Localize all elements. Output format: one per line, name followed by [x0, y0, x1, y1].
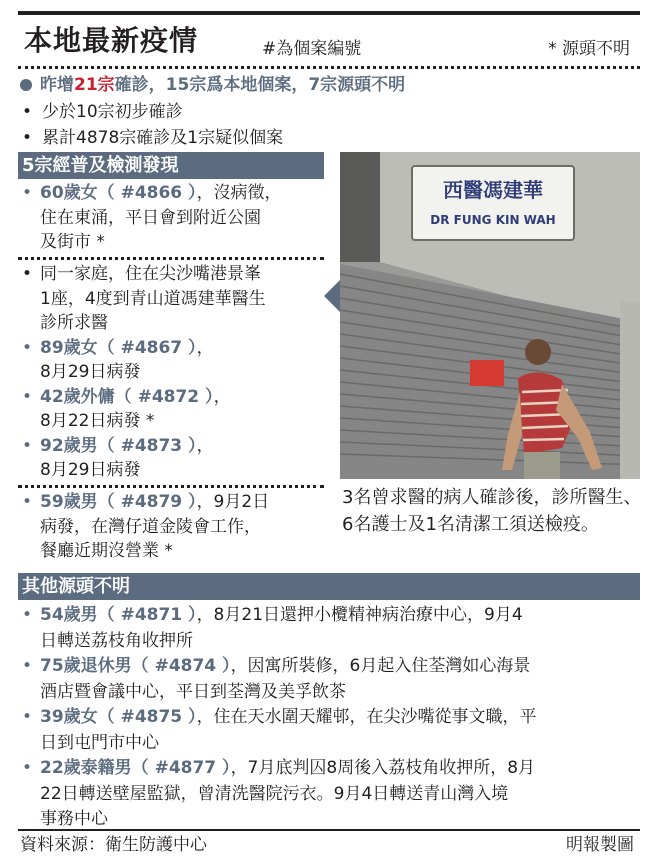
case-text: ，	[196, 337, 214, 358]
photo-pointer-icon	[324, 280, 340, 312]
case-text: 22日轉送壁屋監獄，曾清洗醫院污衣。9月4日轉送青山灣入境	[40, 783, 509, 804]
photo-caption: 3名曾求醫的病人確診後，診所醫生、6名護士及1名清潔工須送檢疫。	[342, 487, 642, 535]
header-divider	[18, 66, 640, 69]
section-header-screening: 5宗經普及檢測發現	[18, 152, 324, 179]
case-label: 22歲泰籍男（ #4877 ）	[40, 758, 231, 778]
page-title: 本地最新疫情	[24, 24, 199, 57]
clinic-photo	[340, 152, 640, 479]
case-onset: 8月29日病發	[40, 460, 141, 480]
case-4874	[18, 654, 640, 680]
unknown-source-list	[18, 603, 640, 833]
bullet-dot-icon	[20, 79, 32, 91]
case-label: 92歲男（ #4873 ）	[40, 435, 197, 456]
case-text: 住在東涌，平日會到附近公園	[40, 207, 261, 228]
case-4875	[18, 705, 640, 731]
case-label: 39歲女（ #4875 ）	[40, 707, 197, 727]
legend-star: * 源頭不明	[548, 39, 630, 59]
sign-chinese: 西醫馮建華	[443, 178, 543, 202]
case-text: 及街市 *	[40, 232, 105, 252]
case-label: 42歲外傭（ #4872 ）	[40, 386, 214, 407]
clinic-photo-illustration	[340, 152, 640, 479]
case-4866	[18, 181, 328, 255]
summary-pre: 昨增	[40, 75, 74, 95]
case-text: 酒店暨會議中心，平日到荃灣及美孚飲茶	[40, 681, 346, 702]
case-text: 病發，在灣仔道金陵會工作，	[40, 516, 261, 537]
summary-bullet-preliminary: • 少於10宗初步確診	[22, 100, 183, 124]
case-onset: 8月29日病發	[40, 362, 141, 382]
case-text: 日轉送荔枝角收押所	[40, 630, 193, 651]
case-text: ，因寓所裝修，6月起入住荃灣如心海景	[230, 656, 531, 676]
case-label: 89歲女（ #4867 ）	[40, 337, 197, 358]
case-onset: 8月22日病發 *	[40, 411, 155, 431]
case-label: 75歲退休男（ #4874 ）	[40, 656, 231, 676]
case-4877	[18, 756, 640, 782]
graphic-credit: 明報製圖	[566, 835, 634, 855]
case-label: 54歲男（ #4871 ）	[40, 605, 197, 625]
sign-english: DR FUNG KIN WAH	[430, 213, 556, 227]
summary-count: 21宗	[74, 75, 115, 95]
legend-hash: #為個案編號	[262, 39, 362, 59]
summary-bullet-total: • 累計4878宗確診及1宗疑似個案	[22, 126, 283, 150]
top-rule	[18, 11, 640, 15]
case-divider	[18, 257, 324, 260]
case-label: 60歲女（ #4866 ）	[40, 183, 197, 203]
case-text: 事務中心	[40, 809, 108, 829]
family-cluster	[18, 262, 328, 483]
summary-post: 確診，15宗爲本地個案，7宗源頭不明	[114, 75, 406, 95]
case-divider	[18, 485, 324, 488]
case-text: ，住在天水圍天耀邨，在尖沙嘴從事文職，平	[196, 707, 537, 727]
summary-headline	[20, 74, 405, 96]
case-text: ，	[213, 386, 231, 407]
family-text: • 同一家庭，住在尖沙嘴港景峯	[18, 262, 328, 287]
case-text: ，8月21日還押小欖精神病治療中心，9月4	[196, 605, 523, 625]
case-text: ，	[196, 435, 214, 456]
footer-rule	[18, 829, 640, 831]
case-text: ，7月底判囚8周後入荔枝角收押所，8月	[230, 758, 536, 778]
family-text: 1座，4度到青山道馮建華醫生	[40, 288, 266, 309]
section-header-unknown-source: 其他源頭不明	[18, 573, 640, 600]
case-4879	[18, 490, 328, 564]
case-text: ，9月2日	[196, 492, 270, 512]
case-text: ，沒病徵，	[196, 183, 282, 203]
family-text: 診所求醫	[40, 313, 108, 333]
red-notice	[470, 360, 504, 386]
case-text: 日到屯門市中心	[40, 732, 159, 753]
case-4871	[18, 603, 640, 629]
case-text: 餐廳近期沒營業 *	[40, 541, 173, 561]
source-credit: 資料來源：衛生防護中心	[20, 835, 207, 855]
case-label: 59歲男（ #4879 ）	[40, 492, 197, 512]
